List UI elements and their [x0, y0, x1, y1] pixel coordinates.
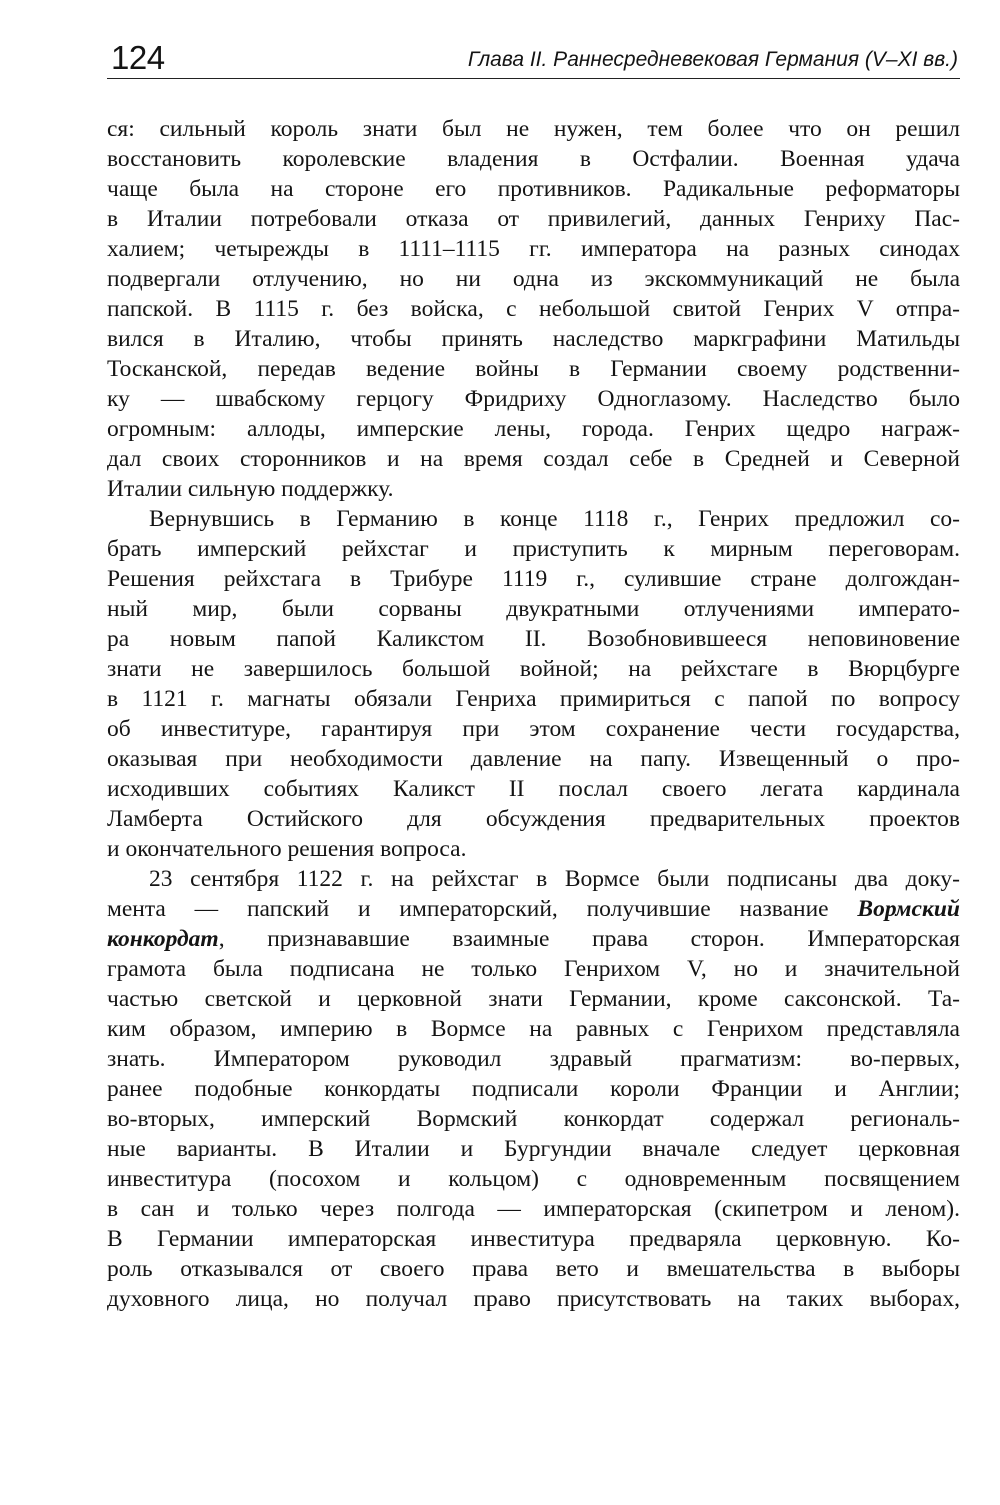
text-line: об инвеституре, гарантируя при этом сохранение чести государства,: [107, 716, 960, 742]
text-line: халием; четырежды в 1111–1115 гг. императора на разных синодах: [107, 236, 960, 262]
text-line: и окончательного решения вопроса.: [107, 836, 467, 862]
text-line: ный мир, были сорваны двукратными отлучениями императо-: [107, 596, 960, 622]
text-line: исходивших событиях Каликст II послал своего легата кардинала: [107, 776, 960, 802]
text-line: ся: сильный король знати был не нужен, тем более что он решил: [107, 116, 960, 142]
text-line: в сан и только через полгода — императорская (скипетром и леном).: [107, 1196, 960, 1222]
text-line: знати не завершилось большой войной; на рейхстаге в Вюрцбурге: [107, 656, 960, 682]
text-line: знать. Императором руководил здравый прагматизм: во-первых,: [107, 1046, 960, 1072]
text-line: Ламберта Остийского для обсуждения предварительных проектов: [107, 806, 960, 832]
text-line: ку — швабскому герцогу Фридриху Одноглазому. Наследство было: [107, 386, 960, 412]
text-line: ра новым папой Каликстом II. Возобновившееся неповиновение: [107, 626, 960, 652]
text-line: чаще была на стороне его противников. Радикальные реформаторы: [107, 176, 960, 202]
text-line: инвеститура (посохом и кольцом) с одновременным посвящением: [107, 1166, 960, 1192]
text-line: грамота была подписана не только Генрихом V, но и значительной: [107, 956, 960, 982]
text-line: Вернувшись в Германию в конце 1118 г., Генрих предложил со-: [149, 506, 960, 532]
text-line: восстановить королевские владения в Остфалии. Военная удача: [107, 146, 960, 172]
text-line: [107, 924, 960, 954]
emphasized-term: конкордат: [107, 926, 219, 952]
text-line: папской. В 1115 г. без войска, с небольшой свитой Генрих V отпра-: [107, 296, 960, 322]
paragraph-1: [107, 114, 960, 504]
text-line: Тосканской, передав ведение войны в Германии своему родственни-: [107, 356, 960, 382]
running-head: [107, 38, 960, 79]
text-line: оказывая при необходимости давление на папу. Извещенный о про-: [107, 746, 960, 772]
page-number: 124: [111, 39, 165, 76]
emphasized-term: Вормский: [857, 896, 960, 922]
text-line: в Италии потребовали отказа от привилегий, данных Генриху Пас-: [107, 206, 960, 232]
text-line: духовного лица, но получал право присутствовать на таких выборах,: [107, 1286, 960, 1312]
text-line: ким образом, империю в Вормсе на равных с Генрихом представляла: [107, 1016, 960, 1042]
chapter-title: Глава II. Раннесредневековая Германия (V–XI вв.): [467, 48, 958, 71]
text-line: В Германии императорская инвеститура предваряла церковную. Ко-: [107, 1226, 960, 1252]
paragraph-2: [107, 504, 960, 864]
text-line: подвергали отлучению, но ни одна из экскоммуникаций не была: [107, 266, 960, 292]
text-fragment: , признававшие взаимные права сторон. Императорская: [218, 926, 960, 952]
text-body: [107, 114, 960, 1314]
text-line: ранее подобные конкордаты подписали короли Франции и Англии;: [107, 1076, 960, 1102]
text-line: роль отказывался от своего права вето и вмешательства в выборы: [107, 1256, 960, 1282]
text-line: 23 сентября 1122 г. на рейхстаг в Вормсе были подписаны два доку-: [149, 866, 960, 892]
text-line: вился в Италию, чтобы принять наследство маркграфини Матильды: [107, 326, 960, 352]
text-line: в 1121 г. магнаты обязали Генриха примириться с папой по вопросу: [107, 686, 960, 712]
text-line: Италии сильную поддержку.: [107, 476, 394, 502]
paragraph-3: [107, 864, 960, 1314]
text-line: [107, 894, 960, 924]
text-line: ные варианты. В Италии и Бургундии вначале следует церковная: [107, 1136, 960, 1162]
text-line: частью светской и церковной знати Германии, кроме саксонской. Та-: [107, 986, 960, 1012]
text-line: Решения рейхстага в Трибуре 1119 г., сулившие стране долгождан-: [107, 566, 960, 592]
text-fragment: мента — папский и императорский, получившие название: [107, 896, 858, 922]
text-line: дал своих сторонников и на время создал себе в Средней и Северной: [107, 446, 960, 472]
text-line: брать имперский рейхстаг и приступить к мирным переговорам.: [107, 536, 960, 562]
text-line: во-вторых, имперский Вормский конкордат содержал региональ-: [107, 1106, 960, 1132]
text-line: огромным: аллоды, имперские лены, города. Генрих щедро награж-: [107, 416, 960, 442]
